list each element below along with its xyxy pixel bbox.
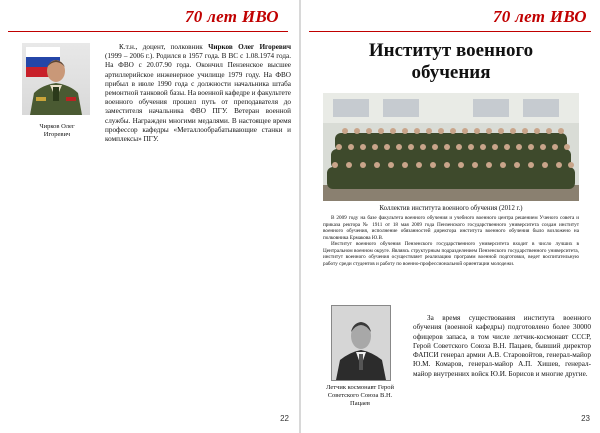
portrait-photo-chirkov xyxy=(22,43,90,115)
group-photo xyxy=(323,93,579,201)
body-text: За время существования института военного обучения (военной кафедры) подготовлено более 30000 офицеров запаса, в том числе летчик-космонавт СССР, Герой Советского Союза В.Н. Пацаев, бывший директор ФАПСИ генерал армии А.В. Старовойтов, генерал-майор Ю.М. Комаров, генерал-майор А.П. Хишев, генерал-майор внутренних войск Ю.И. Борисов и многие другие. xyxy=(413,314,591,378)
section-title: Институт военного обучения xyxy=(368,40,534,83)
page-number-left: 22 xyxy=(280,414,289,423)
bio-intro: К.т.н., доцент, полковник xyxy=(119,43,203,51)
bio-name: Чирков Олег Игоревич xyxy=(208,43,291,51)
header-rule-left xyxy=(8,31,288,32)
left-page xyxy=(0,0,299,433)
portrait-caption-chirkov: Чирков Олег Игоревич xyxy=(39,123,75,138)
header-title-left: 70 лет ИВО xyxy=(185,7,279,26)
bio-text xyxy=(105,43,291,144)
group-photo-illustration xyxy=(323,93,579,201)
history-paragraphs xyxy=(323,215,579,267)
group-photo-caption: Коллектив института военного обучения (2012 г.) xyxy=(379,205,523,212)
portrait-photo-patsaev xyxy=(331,305,391,381)
header-title-right: 70 лет ИВО xyxy=(493,7,587,26)
history-paragraph-2: Институт военного обучения Пензенского государственного университета входит в число лучших в Центральном военном округе. Являясь структурным подразделением Пензенского государственного университета, институт военного обучения осуществляет реализацию программ военной подготовки, ведет воспитательную работу среди студентов и работу по военно-профессиональной ориентации молодежи. xyxy=(323,241,579,267)
portrait-patsaev-illustration xyxy=(332,306,390,380)
right-page xyxy=(301,0,600,433)
page-number-right: 23 xyxy=(581,414,590,423)
portrait-caption-patsaev: Летчик космонавт Герой Советского Союза В.Н. Пацаев xyxy=(326,384,394,407)
header-rule-right xyxy=(309,31,591,32)
portrait-chirkov-illustration xyxy=(22,43,90,115)
history-paragraph-1: В 2009 году на базе факультета военного обучения и учебного военного центра решением Ученого совета и приказа ректора № 1911 от 18 мая 2009 года Пензенского государственного университета создан институт военного обучения, исполнение обязанностей директора института военного обучения было возложено на полковника Ермакова Ю.В. xyxy=(323,215,579,241)
bio-body: (1999 – 2006 г.). Родился в 1957 года. В ВС с 1.08.1974 года. На ФВО с 20.07.90 года. Окончил Пензенское высшее артиллерийское инженерное училище 1979 году. На ФВО прибыл в июле 1990 года с должности начальника штаба ремонтной танковой базы. На военной кафедре и факультете военного обучения прошел путь от преподавателя до заместителя начальника ФВО ПГУ. Ветеран военной службы. Награжден многими медалями. В настоящее время профессор кафедры «Металлообрабатывающие станки и комплексы» ПГУ. xyxy=(105,52,291,144)
